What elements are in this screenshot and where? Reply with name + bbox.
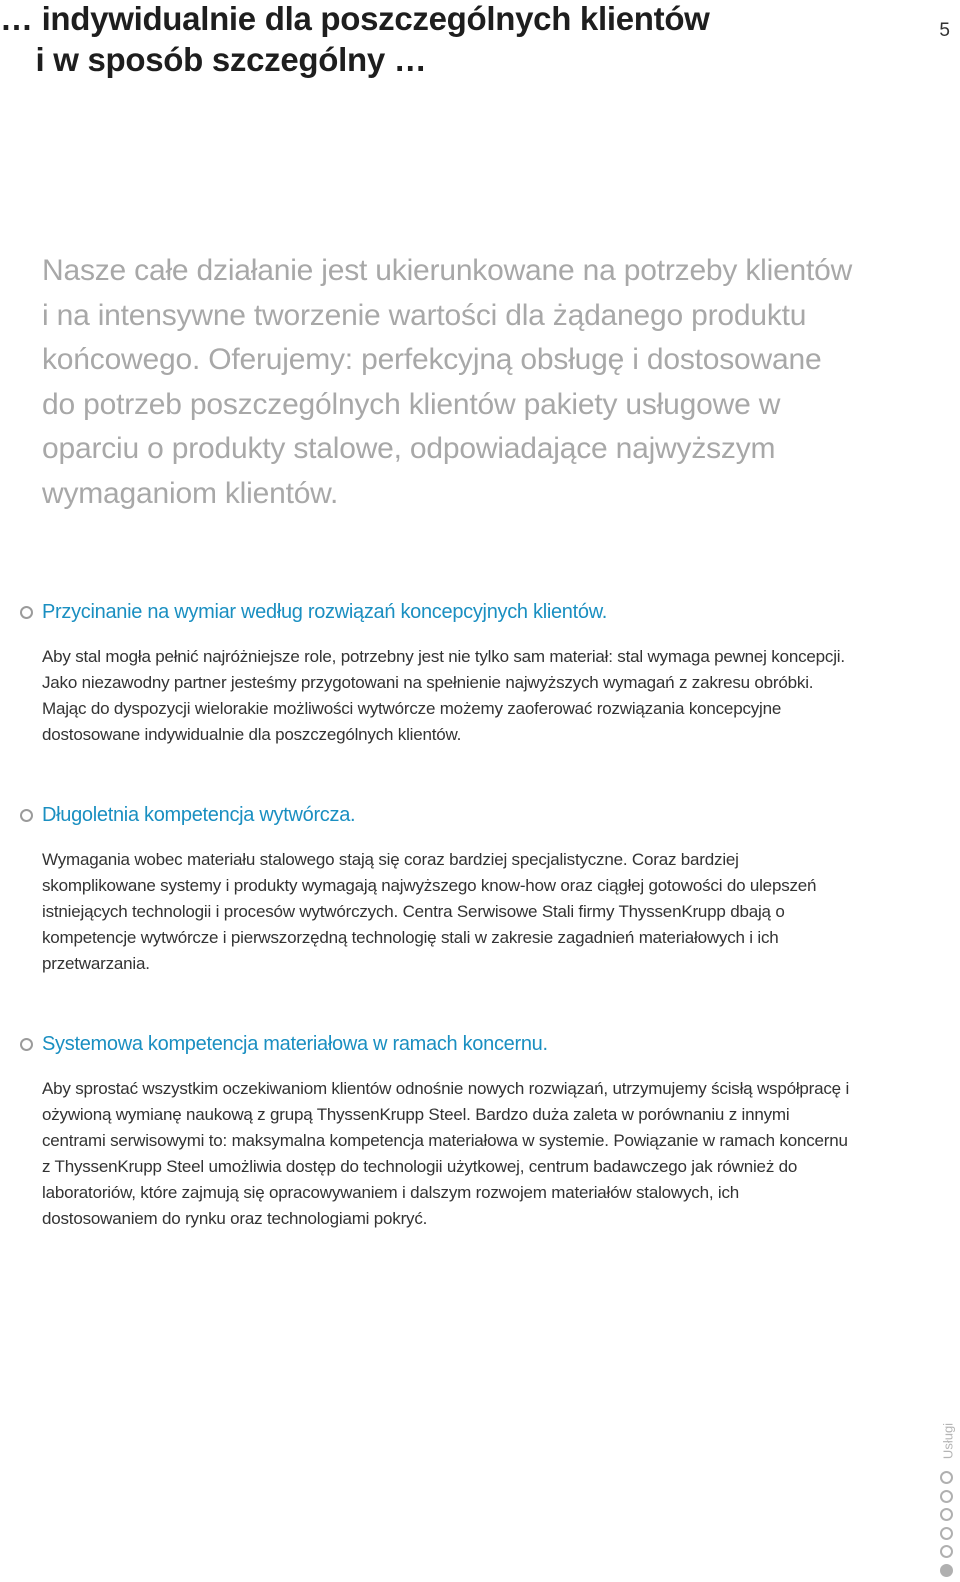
intro-paragraph: Nasze całe działanie jest ukierunkowane na potrzeby klientów i na intensywne tworzenie wartości dla żądanego produktu końcowego. Oferujemy: perfekcyjną obsługę i dostosowane do potrzeb poszczególnych klientów pakiety usługowe w oparciu o produkty stalowe, odpowiadające najwyższym wymaganiom klientów. bbox=[42, 254, 853, 510]
section-body: Aby sprostać wszystkim oczekiwaniom klientów odnośnie nowych rozwiązań, utrzymujemy ścisłą współpracę i ożywioną wymianę naukową z grupą ThyssenKrupp Steel. Bardzo duża zaleta w porównaniu z innymi centrami serwisowymi to: maksymalna kompetencja materiałowa w systemie. Powiązanie w ramach koncernu z ThyssenKrupp Steel umożliwia dostęp do technologii użytkowej, centrum badawczego jak również do laboratoriów, które zajmują się opracowywaniem i dalszym rozwojem materiałów stalowych, ich dostosowaniem do rynku oraz technologiami pokryć. bbox=[42, 1079, 850, 1228]
section-body: Aby stal mogła pełnić najróżniejsze role, potrzebny jest nie tylko sam materiał: stal wymaga pewnej koncepcji. Jako niezawodny partner jesteśmy przygotowani na spełnienie najwyższych wymagań z zakresu obróbki. Mając do dyspozycji wielorakie możliwości wytwórcze możemy zaoferować rozwiązania koncepcyjne dostosowane indywidualnie dla poszczególnych klientów. bbox=[42, 647, 845, 744]
side-section-label-text: Usługi bbox=[940, 1422, 956, 1460]
section-title: Długoletnia kompetencja wytwórcza. bbox=[42, 804, 356, 826]
nav-dot-icon bbox=[940, 1490, 953, 1503]
section-cutting bbox=[20, 601, 850, 748]
side-section-label bbox=[941, 1418, 955, 1464]
section-manufacturing bbox=[20, 804, 850, 977]
circle-bullet-icon bbox=[20, 606, 33, 619]
circle-bullet-icon bbox=[20, 1038, 33, 1051]
section-body: Wymagania wobec materiału stalowego stają się coraz bardziej specjalistyczne. Coraz bardziej skomplikowane systemy i produkty wymagają najwyższego know-how oraz ciągłej gotowości do ulepszeń istniejących technologii i procesów wytwórczych. Centra Serwisowe Stali firmy ThyssenKrupp dbają o kompetencje wytwórcze i pierwszorzędną technologię stali w zakresie zagadnień materiałowych i ich przetwarzania. bbox=[42, 850, 817, 973]
side-nav-dots bbox=[940, 1471, 954, 1582]
nav-dot-icon bbox=[940, 1508, 953, 1521]
nav-dot-icon bbox=[940, 1545, 953, 1558]
section-title: Przycinanie na wymiar według rozwiązań koncepcyjnych klientów. bbox=[42, 601, 608, 623]
page-heading: … indywidualnie dla poszczególnych klientów i w sposób szczególny … bbox=[0, 0, 710, 78]
circle-bullet-icon bbox=[20, 809, 33, 822]
nav-dot-active-icon bbox=[940, 1564, 953, 1577]
nav-dot-icon bbox=[940, 1471, 953, 1484]
page-number: 5 bbox=[939, 20, 950, 41]
section-title: Systemowa kompetencja materiałowa w ramach koncernu. bbox=[42, 1033, 548, 1055]
section-materials bbox=[20, 1033, 850, 1232]
nav-dot-icon bbox=[940, 1527, 953, 1540]
